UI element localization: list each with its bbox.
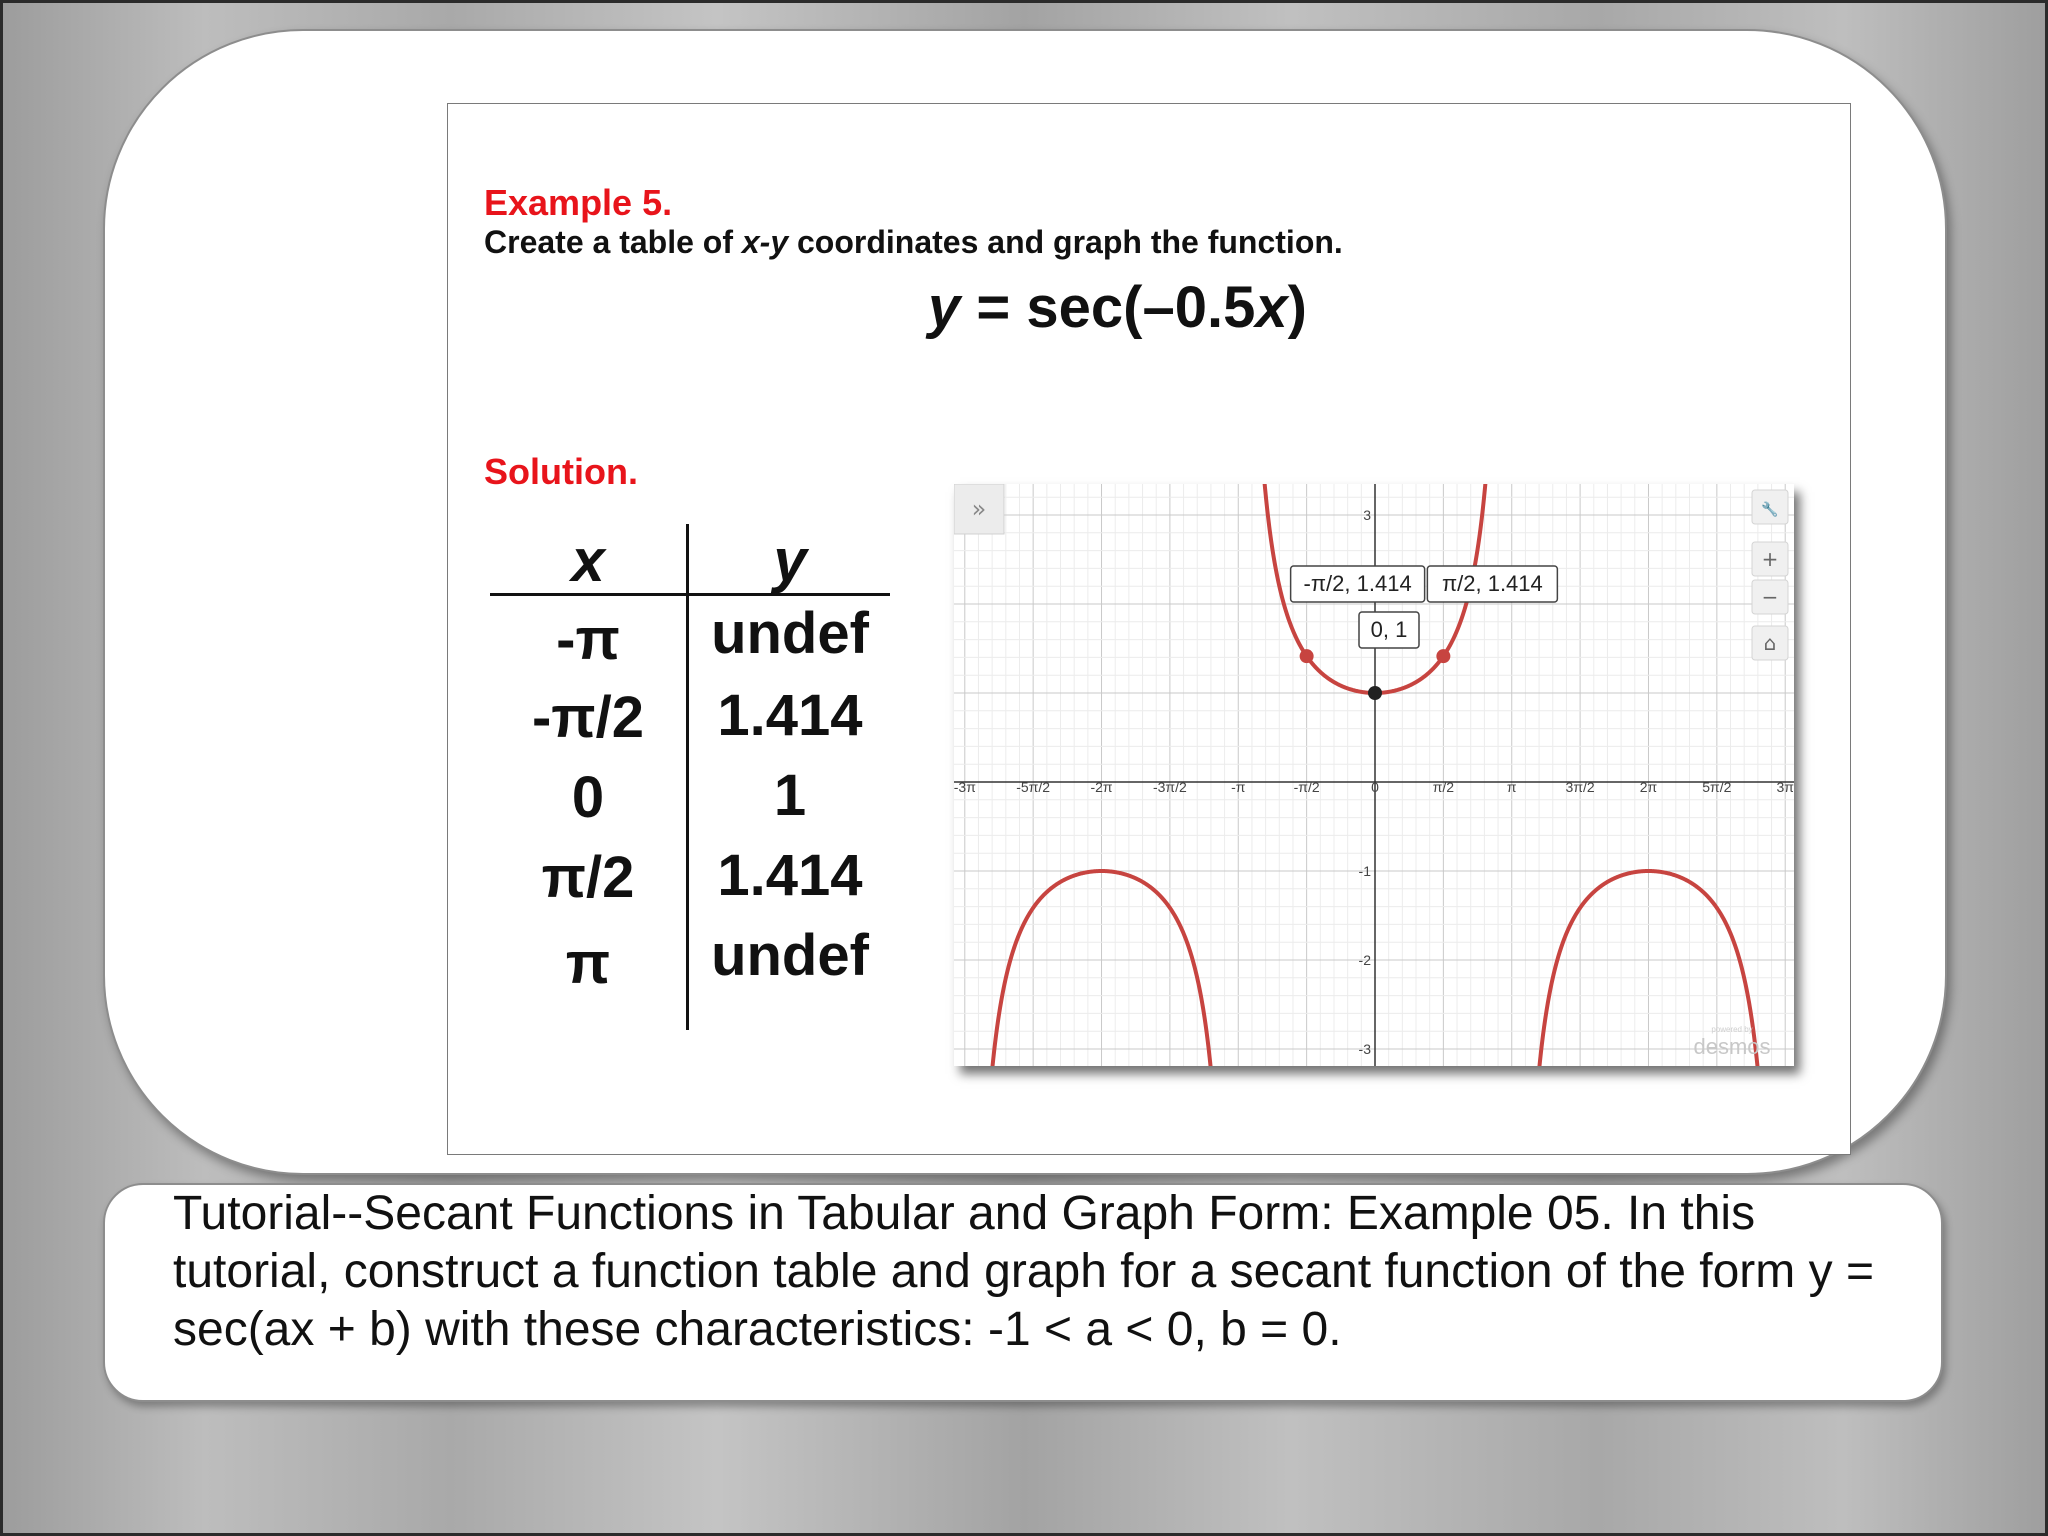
zoom-in-icon[interactable]: + (1761, 547, 1779, 571)
home-icon[interactable]: ⌂ (1763, 631, 1777, 655)
table-cell-y: 1.414 (717, 683, 863, 748)
table-header-x: x (571, 527, 605, 594)
table-cell-y: undef (711, 923, 869, 988)
table-cell-x: -π (556, 607, 620, 672)
table-cell-x: π (565, 931, 611, 996)
x-tick-label: -π/2 (1293, 779, 1320, 795)
instruction-text (484, 224, 1343, 261)
desmos-watermark-small: powered by (1711, 1025, 1753, 1034)
table-cell-y: 1.414 (717, 843, 863, 908)
equation-fn: sec(–0.5 (1026, 275, 1256, 340)
x-tick-label: 0 (1371, 779, 1379, 795)
example-title: Example 5. (484, 182, 673, 223)
y-tick-label: -2 (1358, 952, 1371, 968)
function-equation (928, 274, 1307, 341)
zoom-out-icon[interactable]: − (1761, 585, 1779, 609)
table-header-y: y (773, 527, 807, 594)
x-tick-label: π (1506, 779, 1517, 795)
slide-card (103, 29, 1947, 1175)
point-label: -π/2, 1.414 (1303, 571, 1412, 596)
table-cell-x: 0 (571, 765, 605, 830)
desmos-graph[interactable] (954, 484, 1794, 1066)
table-divider-vertical (686, 524, 689, 1030)
table-cell-y: 1 (773, 763, 807, 828)
equation-eq: = (960, 275, 1027, 340)
caption-text: Tutorial--Secant Functions in Tabular and Graph Form: Example 05. In this tutorial, construct a function table and graph for a secant function of the form y = sec(ax + b) with these characteristics: -1 < a < 0, b = 0. (173, 1187, 1874, 1356)
x-tick-label: -3π/2 (1152, 779, 1187, 795)
point-label: 0, 1 (1370, 617, 1408, 642)
x-tick-label: -2π (1090, 779, 1113, 795)
double-chevron-right-icon[interactable]: » (971, 495, 987, 523)
table-cell-y: undef (711, 601, 869, 666)
equation-y: y (928, 275, 961, 340)
equation-close: ) (1287, 275, 1307, 340)
wrench-icon[interactable]: 🔧 (1761, 502, 1779, 518)
x-tick-label: 2π (1639, 779, 1658, 795)
x-tick-label: -5π/2 (1016, 779, 1051, 795)
x-tick-label: 5π/2 (1702, 779, 1732, 795)
point-label: π/2, 1.414 (1441, 571, 1543, 596)
instruction-post: coordinates and graph the function. (788, 224, 1343, 260)
x-tick-label: π/2 (1432, 779, 1455, 795)
xy-table (490, 524, 890, 1030)
graph-point[interactable] (1436, 649, 1450, 663)
table-cell-x: π/2 (541, 845, 635, 910)
equation-x: x (1255, 275, 1288, 340)
desmos-watermark: desmos (1693, 1034, 1771, 1059)
y-tick-label: 3 (1363, 507, 1371, 523)
graph-canvas[interactable] (954, 484, 1794, 1066)
instruction-var: x-y (741, 224, 789, 260)
graph-point[interactable] (1300, 649, 1314, 663)
x-tick-label: 3π (1776, 779, 1794, 795)
graph-point[interactable] (1368, 686, 1382, 700)
y-tick-label: -1 (1358, 863, 1371, 879)
y-tick-label: -3 (1358, 1041, 1371, 1057)
lesson-slide (447, 103, 1851, 1155)
table-cell-x: -π/2 (531, 685, 645, 750)
caption-box (103, 1183, 1943, 1402)
x-tick-label: -π (1231, 779, 1246, 795)
x-tick-label: -3π (954, 779, 976, 795)
instruction-pre: Create a table of (484, 224, 742, 260)
x-tick-label: 3π/2 (1565, 779, 1595, 795)
solution-label: Solution. (484, 451, 638, 492)
